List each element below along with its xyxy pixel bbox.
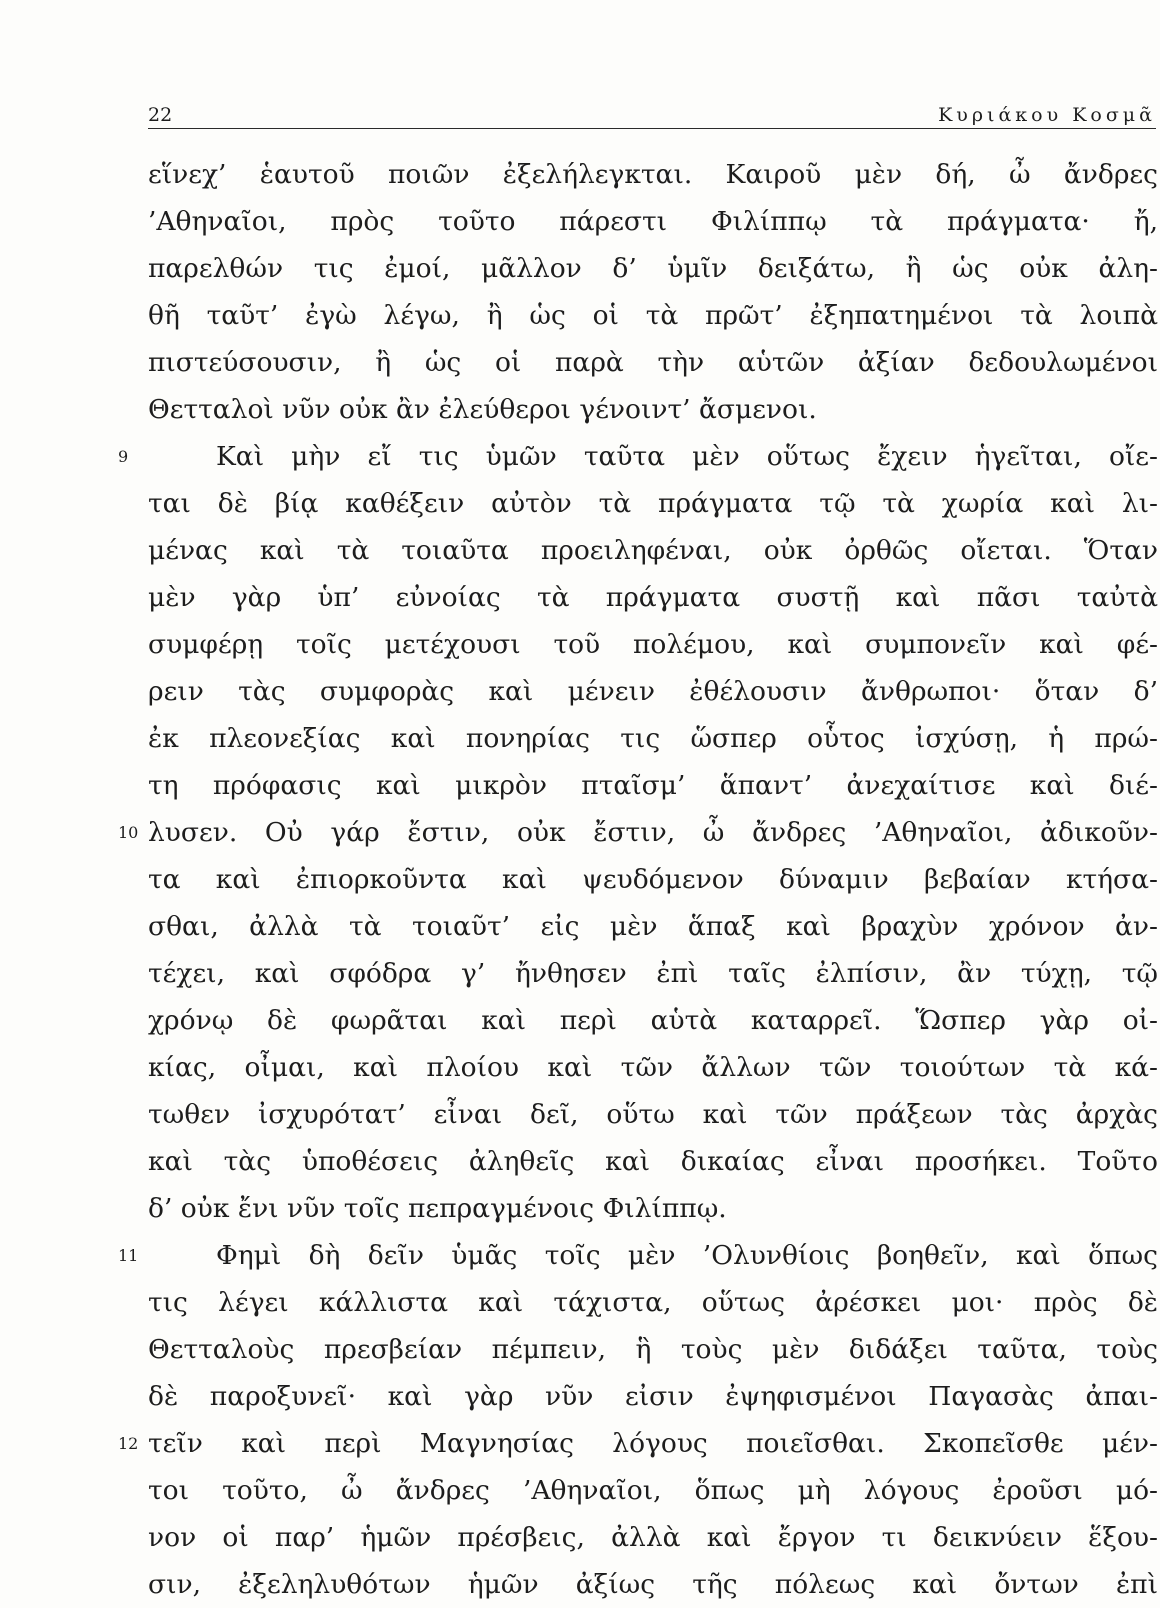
line-text: τις λέγει κάλλιστα καὶ τάχιστα, οὕτως ἀρέσκει μοι· πρὸς δὲ: [148, 1287, 1158, 1318]
section-number: 9: [118, 447, 129, 466]
line-text: μὲν γὰρ ὑπ’ εὐνοίας τὰ πράγματα συστῇ καὶ πᾶσι ταὐτὰ: [148, 582, 1158, 613]
line-text: καὶ τὰς ὑποθέσεις ἀληθεῖς καὶ δικαίας εἶναι προσήκει. Τοῦτο: [148, 1146, 1158, 1177]
text-line: [148, 903, 1158, 950]
text-line: [148, 198, 1158, 245]
line-text: νον οἱ παρ’ ἡμῶν πρέσβεις, ἀλλὰ καὶ ἔργον τι δεικνύειν ἕξου-: [148, 1522, 1158, 1553]
text-line: [118, 433, 1158, 480]
line-text: σθαι, ἀλλὰ τὰ τοιαῦτ’ εἰς μὲν ἅπαξ καὶ βραχὺν χρόνον ἀν-: [148, 911, 1158, 942]
text-line: [148, 856, 1158, 903]
text-line: [148, 1326, 1158, 1373]
body-text: [118, 151, 1158, 1608]
line-text: τεῖν καὶ περὶ Μαγνησίας λόγους ποιεῖσθαι. Σκοπεῖσθε μέν-: [148, 1428, 1158, 1459]
section-number: 11: [118, 1246, 139, 1265]
line-text: σιν, ἐξεληλυθότων ἡμῶν ἀξίως τῆς πόλεως καὶ ὄντων ἐπὶ: [148, 1569, 1158, 1600]
line-text: ’Αθηναῖοι, πρὸς τοῦτο πάρεστι Φιλίππῳ τὰ πράγματα· ἤ,: [148, 206, 1158, 237]
text-line: [148, 1373, 1158, 1420]
line-text: τη πρόφασις καὶ μικρὸν πταῖσμ’ ἅπαντ’ ἀνεχαίτισε καὶ διέ-: [148, 770, 1158, 801]
line-text: χρόνῳ δὲ φωρᾶται καὶ περὶ αὑτὰ καταρρεῖ. Ὥσπερ γὰρ οἰ-: [148, 1005, 1158, 1036]
page-header: [148, 100, 1156, 130]
line-text: τα καὶ ἐπιορκοῦντα καὶ ψευδόμενον δύναμιν βεβαίαν κτήσα-: [148, 864, 1158, 895]
text-line: [148, 339, 1158, 386]
line-text: Θετταλοὶ νῦν οὐκ ἂν ἐλεύθεροι γένοιντ’ ἄσμενοι.: [148, 394, 817, 425]
text-line: [148, 292, 1158, 339]
line-text: θῆ ταῦτ’ ἐγὼ λέγω, ἢ ὡς οἱ τὰ πρῶτ’ ἐξηπατημένοι τὰ λοιπὰ: [148, 300, 1158, 331]
line-text: κίας, οἶμαι, καὶ πλοίου καὶ τῶν ἄλλων τῶν τοιούτων τὰ κά-: [148, 1052, 1158, 1083]
page-number: 22: [148, 104, 173, 126]
section-number: 12: [118, 1434, 139, 1453]
text-line: [148, 1185, 1158, 1232]
text-line: [148, 151, 1158, 198]
text-line: [148, 527, 1158, 574]
line-text: ρειν τὰς συμφορὰς καὶ μένειν ἐθέλουσιν ἄνθρωποι· ὅταν δ’: [148, 676, 1158, 707]
line-text: λυσεν. Οὐ γάρ ἔστιν, οὐκ ἔστιν, ὦ ἄνδρες ’Αθηναῖοι, ἀδικοῦν-: [148, 817, 1158, 848]
text-line: [148, 1138, 1158, 1185]
text-line: [148, 1514, 1158, 1561]
line-text: τοι τοῦτο, ὦ ἄνδρες ’Αθηναῖοι, ὅπως μὴ λόγους ἐροῦσι μό-: [148, 1475, 1158, 1506]
line-text: εἵνεχ’ ἑαυτοῦ ποιῶν ἐξελήλεγκται. Καιροῦ μὲν δή, ὦ ἄνδρες: [148, 159, 1158, 190]
text-line: [118, 809, 1158, 856]
line-text: παρελθών τις ἐμοί, μᾶλλον δ’ ὑμῖν δειξάτω, ἢ ὡς οὐκ ἀλη-: [148, 253, 1158, 284]
header-rule: [148, 128, 1156, 129]
line-text: δὲ παροξυνεῖ· καὶ γὰρ νῦν εἰσιν ἐψηφισμένοι Παγασὰς ἀπαι-: [148, 1381, 1158, 1412]
line-text: τέχει, καὶ σφόδρα γ’ ἤνθησεν ἐπὶ ταῖς ἐλπίσιν, ἂν τύχῃ, τῷ: [148, 958, 1158, 989]
line-text: Καὶ μὴν εἴ τις ὑμῶν ταῦτα μὲν οὕτως ἔχειν ἡγεῖται, οἴε-: [216, 441, 1158, 472]
section-number: 10: [118, 823, 139, 842]
text-line: [148, 1091, 1158, 1138]
text-line: [148, 950, 1158, 997]
line-text: Θετταλοὺς πρεσβείαν πέμπειν, ἣ τοὺς μὲν διδάξει ταῦτα, τοὺς: [148, 1334, 1158, 1365]
text-line: [148, 621, 1158, 668]
text-line: [148, 997, 1158, 1044]
text-line: [148, 386, 1158, 433]
text-line: [148, 245, 1158, 292]
text-line: [148, 715, 1158, 762]
text-line: [148, 668, 1158, 715]
line-text: μένας καὶ τὰ τοιαῦτα προειληφέναι, οὐκ ὀρθῶς οἴεται. Ὅταν: [148, 535, 1158, 566]
text-line: [148, 1467, 1158, 1514]
text-line: [148, 762, 1158, 809]
text-line: [118, 1420, 1158, 1467]
line-text: δ’ οὐκ ἔνι νῦν τοῖς πεπραγμένοις Φιλίππῳ.: [148, 1193, 727, 1224]
line-text: τωθεν ἰσχυρότατ’ εἶναι δεῖ, οὕτω καὶ τῶν πράξεων τὰς ἀρχὰς: [148, 1099, 1158, 1130]
text-line: [118, 1232, 1158, 1279]
line-text: ται δὲ βίᾳ καθέξειν αὐτὸν τὰ πράγματα τῷ τὰ χωρία καὶ λι-: [148, 488, 1158, 519]
line-text: πιστεύσουσιν, ἢ ὡς οἱ παρὰ τὴν αὑτῶν ἀξίαν δεδουλωμένοι: [148, 347, 1158, 378]
line-text: συμφέρῃ τοῖς μετέχουσι τοῦ πολέμου, καὶ συμπονεῖν καὶ φέ-: [148, 629, 1158, 660]
text-line: [148, 480, 1158, 527]
text-line: [148, 574, 1158, 621]
line-text: ἐκ πλεονεξίας καὶ πονηρίας τις ὥσπερ οὗτος ἰσχύσῃ, ἡ πρώ-: [148, 723, 1158, 754]
text-line: [148, 1044, 1158, 1091]
text-line: [148, 1561, 1158, 1608]
running-title: Κυριάκου Κοσμᾶ: [938, 104, 1156, 126]
line-text: Φημὶ δὴ δεῖν ὑμᾶς τοῖς μὲν ’Ολυνθίοις βοηθεῖν, καὶ ὅπως: [216, 1240, 1158, 1271]
text-line: [148, 1279, 1158, 1326]
